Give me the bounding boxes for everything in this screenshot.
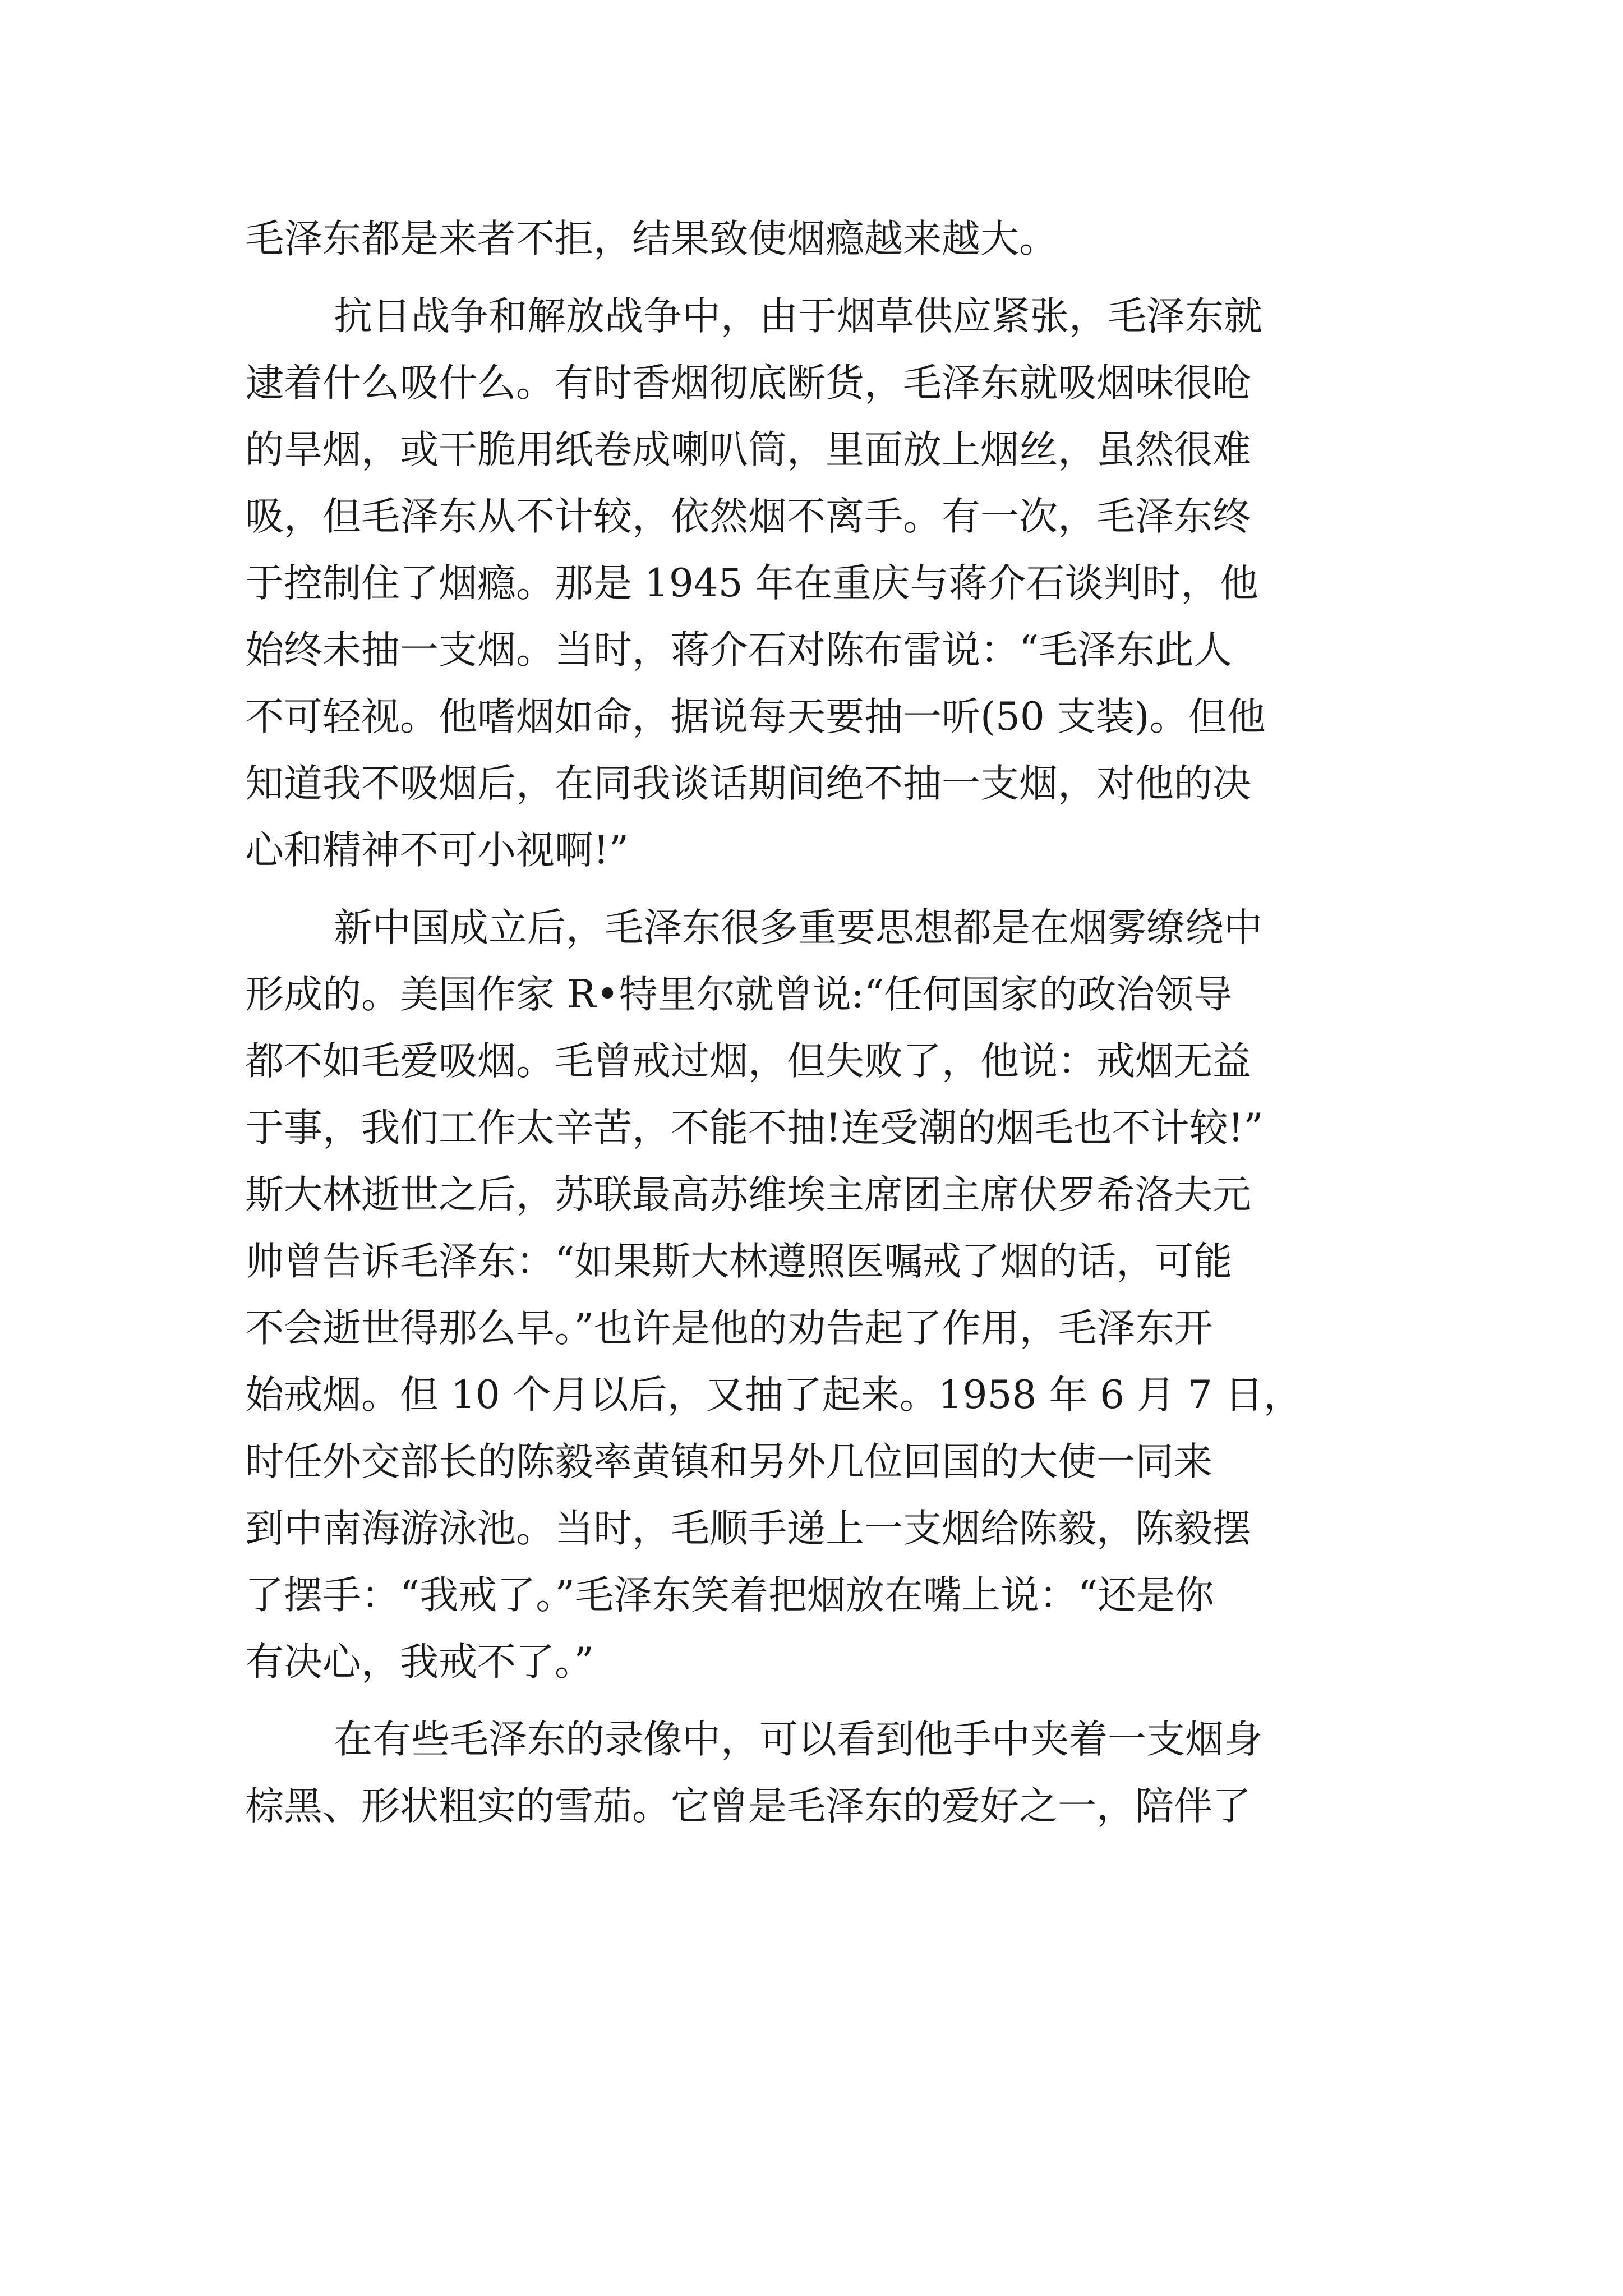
text-line: 始终未抽一支烟。当时，蒋介石对陈布雷说：“毛泽东此人: [245, 628, 1233, 673]
text-line: 的旱烟，或干脆用纸卷成喇叭筒，里面放上烟丝，虽然很难: [245, 427, 1251, 472]
text-line: 帅曾告诉毛泽东：“如果斯大林遵照医嘱戒了烟的话，可能: [245, 1239, 1233, 1284]
text-line: 形成的。美国作家 R•特里尔就曾说:“任何国家的政治领导: [245, 972, 1233, 1017]
text-line: 到中南海游泳池。当时，毛顺手递上一支烟给陈毅，陈毅摆: [245, 1506, 1251, 1551]
text-line: 时任外交部长的陈毅率黄镇和另外几位回国的大使一同来: [245, 1439, 1212, 1484]
text-line: 都不如毛爱吸烟。毛曾戒过烟，但失败了，他说：戒烟无益: [245, 1039, 1251, 1084]
text-line: 在有些毛泽东的录像中，可以看到他手中夹着一支烟身: [334, 1717, 1262, 1762]
text-line: 吸，但毛泽东从不计较，依然烟不离手。有一次，毛泽东终: [245, 494, 1251, 539]
text-line: 知道我不吸烟后，在同我谈话期间绝不抽一支烟，对他的决: [245, 761, 1251, 806]
text-line: 斯大林逝世之后，苏联最高苏维埃主席团主席伏罗希洛夫元: [245, 1172, 1251, 1217]
text-line: 始戒烟。但 10 个月以后，又抽了起来。1958 年 6 月 7 日，: [245, 1373, 1302, 1418]
text-line: 新中国成立后，毛泽东很多重要思想都是在烟雾缭绕中: [334, 905, 1262, 950]
text-line: 不可轻视。他嗜烟如命，据说每天要抽一听(50 支装)。但他: [245, 694, 1266, 739]
text-line: 了摆手：“我戒了。”毛泽东笑着把烟放在嘴上说：“还是你: [245, 1573, 1214, 1618]
text-line: 心和精神不可小视啊!”: [245, 828, 629, 873]
text-line: 不会逝世得那么早。”也许是他的劝告起了作用，毛泽东开: [245, 1306, 1213, 1351]
text-line: 棕黑、形状粗实的雪茄。它曾是毛泽东的爱好之一，陪伴了: [245, 1784, 1251, 1829]
text-line: 逮着什么吸什么。有时香烟彻底断货，毛泽东就吸烟味很呛: [245, 361, 1251, 406]
text-line: 有决心，我戒不了。”: [245, 1640, 594, 1685]
text-line: 于控制住了烟瘾。那是 1945 年在重庆与蒋介石谈判时，他: [245, 561, 1258, 606]
text-line: 抗日战争和解放战争中，由于烟草供应紧张，毛泽东就: [334, 294, 1262, 339]
text-line: 毛泽东都是来者不拒，结果致使烟瘾越来越大。: [245, 217, 1058, 261]
text-line: 于事，我们工作太辛苦，不能不抽!连受潮的烟毛也不计较!”: [245, 1106, 1264, 1151]
